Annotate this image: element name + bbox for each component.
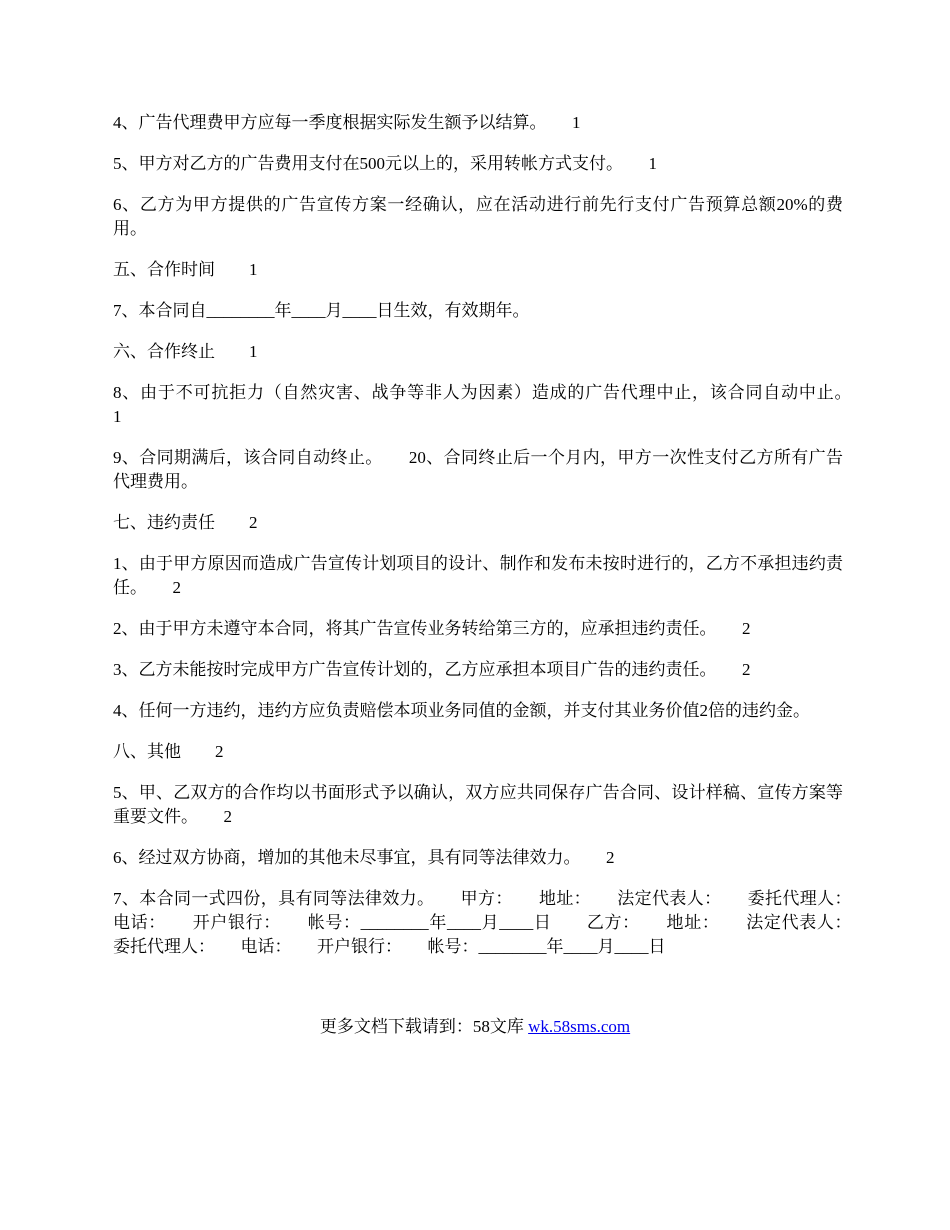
paragraph-written-confirmation: 5、甲、乙双方的合作均以书面形式予以确认，双方应共同保存广告合同、设计样稿、宣传方案等重要文件。 2	[113, 783, 843, 826]
footer-text: 更多文档下载请到：58文库	[319, 1017, 529, 1036]
paragraph-penalty: 4、任何一方违约，违约方应负责赔偿本项业务同值的金额，并支付其业务价值2倍的违约金。	[113, 701, 810, 720]
paragraph-prepayment: 6、乙方为甲方提供的广告宣传方案一经确认，应在活动进行前先行支付广告预算总额20%的费用。	[113, 195, 843, 238]
paragraph-effective-date: 7、本合同自________年____月____日生效，有效期年。	[113, 301, 530, 320]
section-heading-other: 八、其他 2	[113, 742, 224, 761]
paragraph-party-b-delay: 3、乙方未能按时完成甲方广告宣传计划的，乙方应承担本项目广告的违约责任。 2	[113, 660, 751, 679]
download-footer	[0, 1015, 950, 1039]
paragraph-signature-block: 7、本合同一式四份，具有同等法律效力。 甲方： 地址： 法定代表人： 委托代理人： 电话： 开户银行： 帐号：________年____月____日 乙方： 地址： 法定代表人： 委托代理人： 电话： 开户银行： 帐号：________年____月____日	[113, 889, 877, 956]
document-body	[113, 111, 877, 976]
paragraph-contract-expiry: 9、合同期满后，该合同自动终止。 20、合同终止后一个月内，甲方一次性支付乙方所有广告代理费用。	[113, 448, 843, 491]
paragraph-third-party-transfer: 2、由于甲方未遵守本合同，将其广告宣传业务转给第三方的，应承担违约责任。 2	[113, 619, 751, 638]
section-heading-termination: 六、合作终止 1	[113, 342, 258, 361]
paragraph-force-majeure: 8、由于不可抗拒力（自然灾害、战争等非人为因素）造成的广告代理中止，该合同自动中止。 1	[113, 383, 877, 426]
section-heading-liability: 七、违约责任 2	[113, 513, 258, 532]
footer-link[interactable]: wk.58sms.com	[528, 1017, 631, 1036]
paragraph-transfer-payment: 5、甲方对乙方的广告费用支付在500元以上的，采用转帐方式支付。 1	[113, 154, 657, 173]
section-heading-cooperation-time: 五、合作时间 1	[113, 260, 258, 279]
paragraph-settlement: 4、广告代理费甲方应每一季度根据实际发生额予以结算。 1	[113, 113, 581, 132]
paragraph-party-a-delay: 1、由于甲方原因而造成广告宣传计划项目的设计、制作和发布未按时进行的，乙方不承担违约责任。 2	[113, 554, 843, 597]
paragraph-supplementary-matters: 6、经过双方协商，增加的其他未尽事宜，具有同等法律效力。 2	[113, 848, 615, 867]
